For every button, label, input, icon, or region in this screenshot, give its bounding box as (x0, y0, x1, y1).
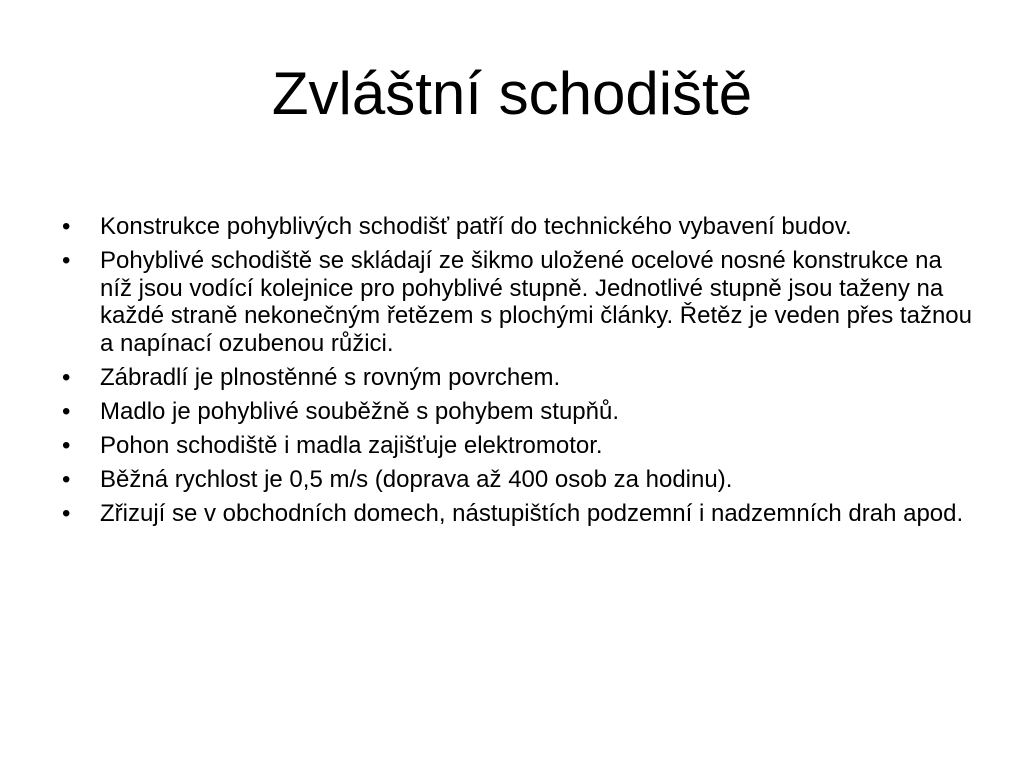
bullet-text: Pohon schodiště i madla zajišťuje elektromotor. (100, 432, 603, 460)
bullet-icon: • (62, 363, 71, 391)
bullet-icon: • (62, 213, 71, 240)
bullet-text: Běžná rychlost je 0,5 m/s (doprava až 400 osob za hodinu). (100, 466, 733, 494)
bullet-icon: • (62, 500, 71, 528)
bullet-item (62, 432, 972, 460)
bullet-text: Zřizují se v obchodních domech, nástupištích podzemní i nadzemních drah apod. (100, 500, 964, 528)
slide-title: Zvláštní schodiště (271, 60, 753, 127)
bullet-icon: • (62, 466, 71, 494)
bullet-text: Zábradlí je plnostěnné s rovným povrchem. (100, 363, 561, 391)
bullet-list (62, 213, 972, 534)
bullet-icon: • (62, 432, 71, 460)
bullet-item (62, 500, 972, 528)
bullet-item (62, 398, 972, 426)
bullet-text: Madlo je pohyblivé souběžně s pohybem stupňů. (100, 398, 619, 426)
bullet-item (62, 364, 972, 392)
bullet-item (62, 247, 972, 357)
bullet-text: Konstrukce pohyblivých schodišť patří do technického vybavení budov. (100, 213, 852, 240)
bullet-icon: • (62, 247, 71, 275)
bullet-item (62, 466, 972, 494)
bullet-text: Pohyblivé schodiště se skládají ze šikmo uložené ocelové nosné konstrukce na níž jsou vodící kolejnice pro pohyblivé stupně. Jednotlivé stupně jsou taženy na každé straně nekonečným řetězem s plochými články. Řetěz je veden přes tažnou a napínací ozubenou růžici. (100, 247, 972, 357)
bullet-icon: • (62, 398, 71, 426)
bullet-item (62, 213, 972, 241)
